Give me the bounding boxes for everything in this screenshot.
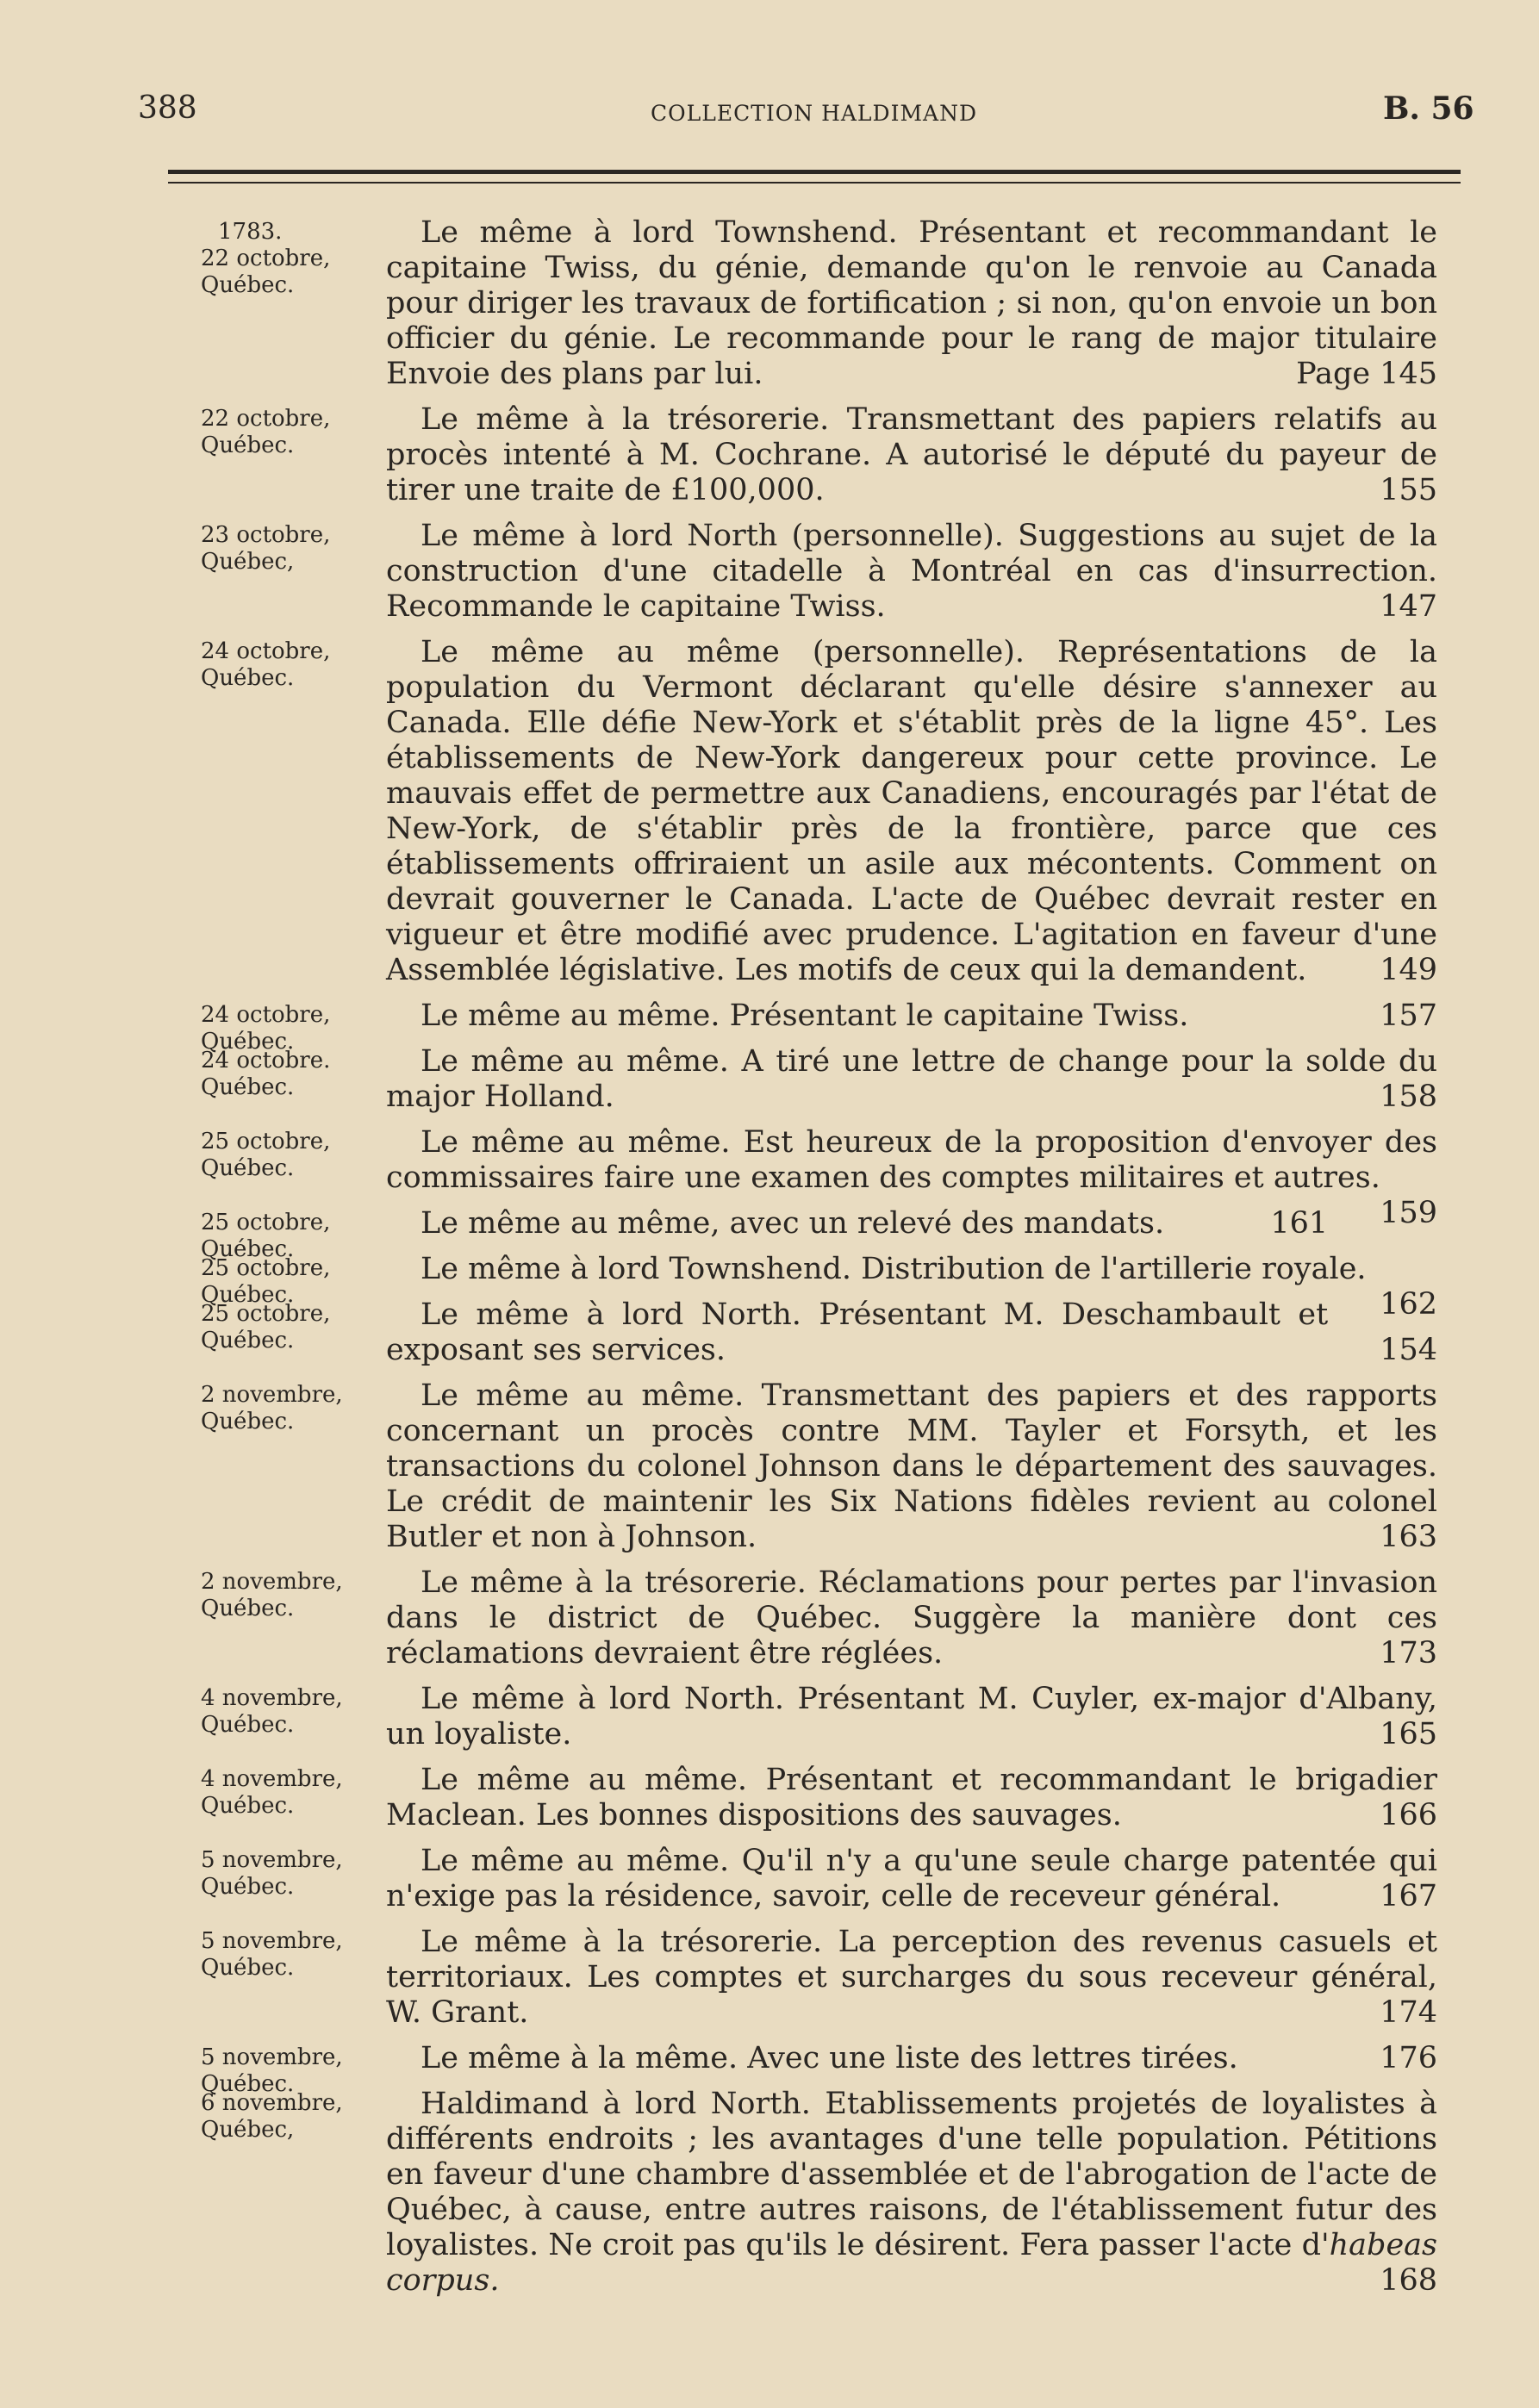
entry-text: Le même à lord Townshend. Présentant et recommandant le capitaine Twiss, du génie, demande qu'on le renvoie au Canada pour diriger les travaux de fortification ; si non, qu'on envoie un bon officier du génie. Le recommande pour le rang de major titulaire Envoie des plans par lui. Page 145 (386, 215, 1437, 391)
entry-date: 4 novembre, Québec. (201, 1685, 343, 1738)
page-reference: 149 (1380, 953, 1437, 987)
entry-text: Le même à lord Townshend. Distribution de l'artillerie royale. 162 (421, 1252, 1437, 1322)
entry-date: 24 octobre, Québec. (201, 1002, 331, 1055)
calendar-entry (0, 1206, 1539, 1262)
entry-date: 23 octobre, Québec, (201, 522, 331, 575)
page-reference: 167 (1380, 1879, 1437, 1913)
series-reference: B. 56 (1383, 90, 1474, 127)
entry-date: 4 novembre, Québec. (201, 1766, 343, 1819)
entry-date: 6 novembre, Québec, (201, 2090, 343, 2143)
calendar-entry (0, 519, 1539, 625)
page-reference: 154 (1380, 1333, 1437, 1367)
entry-date: 2 novembre, Québec. (201, 1382, 343, 1434)
entry-year: 1783. (218, 219, 283, 245)
header-rule-thin (168, 182, 1461, 184)
entry-date: 1783. 22 octobre, Québec. (201, 219, 373, 299)
calendar-entry (0, 2087, 1539, 2299)
calendar-entry (0, 1763, 1539, 1833)
calendar-entry (0, 1925, 1539, 2031)
entry-text: Le même à la même. Avec une liste des lettres tirées. 176 (421, 2041, 1437, 2075)
entry-date: 25 octobre, Québec. (201, 1301, 331, 1353)
page-reference: 176 (1380, 2041, 1437, 2075)
entry-text: Le même au même, avec un relevé des mandats. 161 (421, 1206, 1329, 1241)
entry-date: 5 novembre, Québec. (201, 1847, 343, 1900)
entry-date: 25 octobre, Québec. (201, 1129, 331, 1181)
page-reference: 166 (1380, 1798, 1437, 1832)
entry-text: Le même à la trésorerie. Réclamations pour pertes par l'invasion dans le district de Québec. Suggère la manière dont ces réclamations devraient être réglées. 173 (386, 1565, 1437, 1671)
entry-date: 5 novembre, Québec. (201, 1928, 343, 1981)
entry-text: Le même à lord North (personnelle). Suggestions au sujet de la construction d'une citadelle à Montréal en cas d'insurrection. Recommande le capitaine Twiss. 147 (386, 519, 1437, 624)
latin-term: habeas corpus. (386, 2228, 1437, 2298)
page-reference: 174 (1380, 1995, 1437, 2030)
calendar-entry (0, 1044, 1539, 1115)
entry-date: 22 octobre, Québec. (201, 406, 331, 458)
page-reference: 155 (1380, 473, 1437, 507)
calendar-entry (0, 1252, 1539, 1322)
header-rule-thick (168, 170, 1461, 174)
entry-text: Le même à lord North. Présentant M. Cuyler, ex-major d'Albany, un loyaliste. 165 (386, 1682, 1437, 1752)
page-reference: 173 (1380, 1636, 1437, 1671)
entry-text: Le même à la trésorerie. Transmettant des papiers relatifs au procès intenté à M. Cochrane. A autorisé le député du payeur de tirer une traite de £100,000. 155 (386, 402, 1437, 507)
page-reference: 158 (1380, 1080, 1437, 1114)
entry-text: Le même au même. Est heureux de la proposition d'envoyer des commissaires faire une examen des comptes militaires et autres. 159 (386, 1125, 1437, 1230)
page-reference: 161 (1270, 1206, 1329, 1241)
entry-date: 24 octobre. Québec. (201, 1048, 331, 1100)
page-reference: 162 (1380, 1287, 1437, 1322)
calendar-entry (0, 1682, 1539, 1752)
entry-text: Le même à la trésorerie. La perception des revenus casuels et territoriaux. Les comptes et surcharges du sous receveur général, W. Grant. 174 (386, 1925, 1437, 2030)
entry-text: Le même à lord North. Présentant M. Deschambault et exposant ses services. 154 (386, 1297, 1437, 1367)
page-reference: 159 (1380, 1196, 1437, 1230)
page-reference: 168 (1380, 2263, 1437, 2298)
calendar-entry (0, 1297, 1539, 1368)
entry-date: 25 octobre, Québec. (201, 1210, 331, 1262)
entry-date: 25 octobre, Québec. (201, 1255, 331, 1308)
entry-text: Le même au même. A tiré une lettre de change pour la solde du major Holland. 158 (386, 1044, 1437, 1114)
calendar-entry (0, 1378, 1539, 1555)
page-reference: 165 (1380, 1717, 1437, 1752)
entry-date: 5 novembre, Québec. (201, 2044, 343, 2097)
running-head: COLLECTION HALDIMAND (651, 101, 978, 126)
page-number: 388 (138, 90, 197, 126)
calendar-entry (0, 2041, 1539, 2097)
entry-text: Le même au même. Transmettant des papiers et des rapports concernant un procès contre MM. Tayler et Forsyth, et les transactions du colonel Johnson dans le département des sauvages. Le crédit de maintenir les Six Nations fidèles revient au colonel Butler et non à Johnson. 163 (386, 1378, 1437, 1554)
entry-text: Le même au même (personnelle). Représentations de la population du Vermont déclarant qu'elle désire s'annexer au Canada. Elle défie New-York et s'établit près de la ligne 45°. Les établissements de New-York dangereux pour cette province. Le mauvais effet de permettre aux Canadiens, encouragés par l'état de New-York, de s'établir près de la frontière, parce que ces établissements offriraient un asile aux mécontents. Comment on devrait gouverner le Canada. L'acte de Québec devrait rester en vigueur et être modifié avec prudence. L'agitation en faveur d'une Assemblée législative. Les motifs de ceux qui la demandent. 149 (386, 635, 1437, 987)
page-reference: 163 (1380, 1520, 1437, 1554)
calendar-entry (0, 999, 1539, 1055)
page-reference: 157 (1380, 999, 1437, 1033)
page-reference: 147 (1380, 589, 1437, 624)
entry-text: Le même au même. Présentant et recommandant le brigadier Maclean. Les bonnes dispositions des sauvages. 166 (386, 1763, 1437, 1832)
calendar-entry (0, 402, 1539, 508)
calendar-entry (0, 635, 1539, 988)
entry-date: 24 octobre, Québec. (201, 638, 331, 691)
entry-text: Le même au même. Présentant le capitaine Twiss. 157 (421, 999, 1437, 1033)
page-reference: Page 145 (1296, 357, 1437, 391)
calendar-entry (0, 1565, 1539, 1671)
entry-text: Haldimand à lord North. Etablissements projetés de loyalistes à différents endroits ; les avantages d'une telle population. Pétitions en faveur d'une chambre d'assemblée et de l'abrogation de l'acte de Québec, à cause, entre autres raisons, de l'établissement futur des loyalistes. Ne croit pas qu'ils le désirent. Fera passer l'acte d'habeas corpus. 168 (386, 2087, 1437, 2298)
calendar-entry (0, 215, 1539, 392)
calendar-entry (0, 1844, 1539, 1914)
entry-date: 2 novembre, Québec. (201, 1569, 343, 1621)
entry-text: Le même au même. Qu'il n'y a qu'une seule charge patentée qui n'exige pas la résidence, savoir, celle de receveur général. 167 (386, 1844, 1437, 1913)
calendar-entries (0, 215, 1539, 2309)
